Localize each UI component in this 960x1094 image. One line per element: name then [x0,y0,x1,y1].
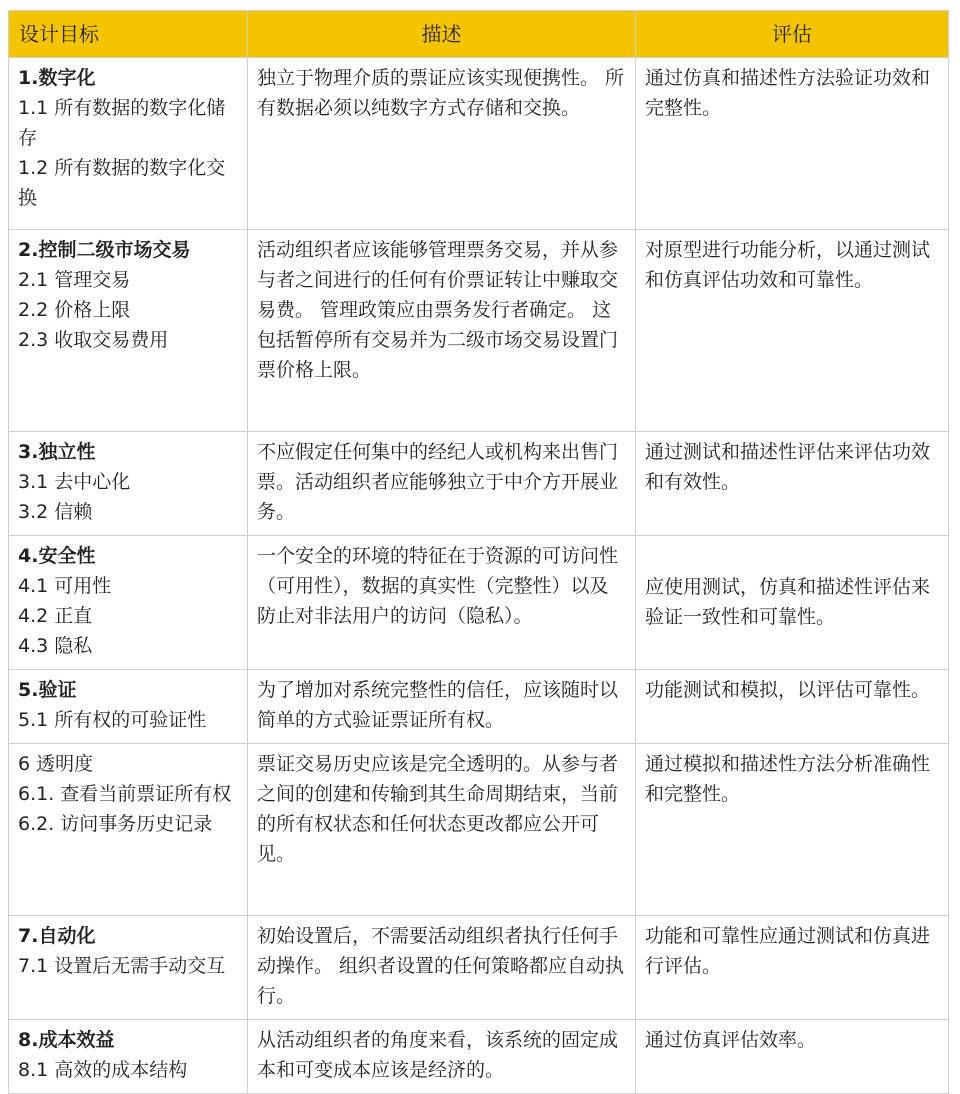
sub-goal: 4.1 可用性 [18,575,112,597]
evaluation-cell [636,536,949,670]
sub-goal: 5.1 所有权的可验证性 [18,709,207,731]
goal-title: 5.验证 [18,679,77,701]
header-description: 描述 [248,11,636,58]
description-cell: 票证交易历史应该是完全透明的。从参与者之间的创建和传输到其生命周期结束，当前的所有权状态和任何状态更改都应公开可见。 [248,744,636,916]
evaluation-cell: 功能和可靠性应通过测试和仿真进行评估。 [636,916,949,1020]
sub-goal: 6.1. 查看当前票证所有权 [18,783,232,805]
evaluation-cell: 功能测试和模拟，以评估可靠性。 [636,670,949,744]
sub-goal: 7.1 设置后无需手动交互 [18,955,226,977]
sub-goal: 2.3 收取交易费用 [18,329,169,351]
evaluation-cell: 通过测试和描述性评估来评估功效和有效性。 [636,432,949,536]
description-cell: 一个安全的环境的特征在于资源的可访问性（可用性），数据的真实性（完整性）以及防止对非法用户的访问（隐私）。 [248,536,636,670]
table-row [9,230,949,432]
sub-goal: 4.3 隐私 [18,635,93,657]
table-row [9,58,949,230]
goal-cell [9,230,248,432]
table-row [9,670,949,744]
goal-cell [9,432,248,536]
description-cell: 从活动组织者的角度来看，该系统的固定成本和可变成本应该是经济的。 [248,1020,636,1094]
description-cell: 独立于物理介质的票证应该实现便携性。 所有数据必须以纯数字方式存储和交换。 [248,58,636,230]
goal-title: 2.控制二级市场交易 [18,239,191,261]
evaluation-cell: 通过仿真评估效率。 [636,1020,949,1094]
evaluation-text: 应使用测试，仿真和描述性评估来验证一致性和可靠性。 [645,575,931,628]
table-row [9,1020,949,1094]
goal-title: 8.成本效益 [18,1029,115,1051]
sub-goal: 4.2 正直 [18,605,93,627]
sub-goal: 3.2 信赖 [18,501,93,523]
sub-goal: 1.1 所有数据的数字化储存 [18,97,226,149]
sub-goal: 2.1 管理交易 [18,269,131,291]
table-header-row [9,11,949,58]
goal-title: 1.数字化 [18,67,96,89]
goal-cell [9,916,248,1020]
sub-goal: 6.2. 访问事务历史记录 [18,813,213,835]
goal-title: 6 透明度 [18,753,94,775]
goal-title: 3.独立性 [18,441,96,463]
goal-cell [9,58,248,230]
description-cell: 为了增加对系统完整性的信任，应该随时以简单的方式验证票证所有权。 [248,670,636,744]
table-container [8,10,948,1094]
header-evaluation: 评估 [636,11,949,58]
goal-cell [9,536,248,670]
description-cell: 初始设置后，不需要活动组织者执行任何手动操作。 组织者设置的任何策略都应自动执行。 [248,916,636,1020]
goal-title: 4.安全性 [18,545,96,567]
goal-title: 7.自动化 [18,925,96,947]
table-row [9,432,949,536]
description-cell: 活动组织者应该能够管理票务交易，并从参与者之间进行的任何有价票证转让中赚取交易费。 管理政策应由票务发行者确定。 这包括暂停所有交易并为二级市场交易设置门票价格上限。 [248,230,636,432]
table-row [9,744,949,916]
sub-goal: 8.1 高效的成本结构 [18,1059,188,1081]
sub-goal: 3.1 去中心化 [18,471,131,493]
goal-cell [9,670,248,744]
sub-goal: 2.2 价格上限 [18,299,131,321]
description-cell: 不应假定任何集中的经纪人或机构来出售门票。活动组织者应能够独立于中介方开展业务。 [248,432,636,536]
evaluation-cell: 通过仿真和描述性方法验证功效和完整性。 [636,58,949,230]
sub-goal: 1.2 所有数据的数字化交换 [18,157,226,209]
design-goals-table [8,10,949,1094]
evaluation-cell: 通过模拟和描述性方法分析准确性和完整性。 [636,744,949,916]
table-row [9,536,949,670]
header-design-goal: 设计目标 [9,11,248,58]
goal-cell [9,1020,248,1094]
table-row [9,916,949,1020]
goal-cell [9,744,248,916]
evaluation-cell: 对原型进行功能分析，以通过测试和仿真评估功效和可靠性。 [636,230,949,432]
